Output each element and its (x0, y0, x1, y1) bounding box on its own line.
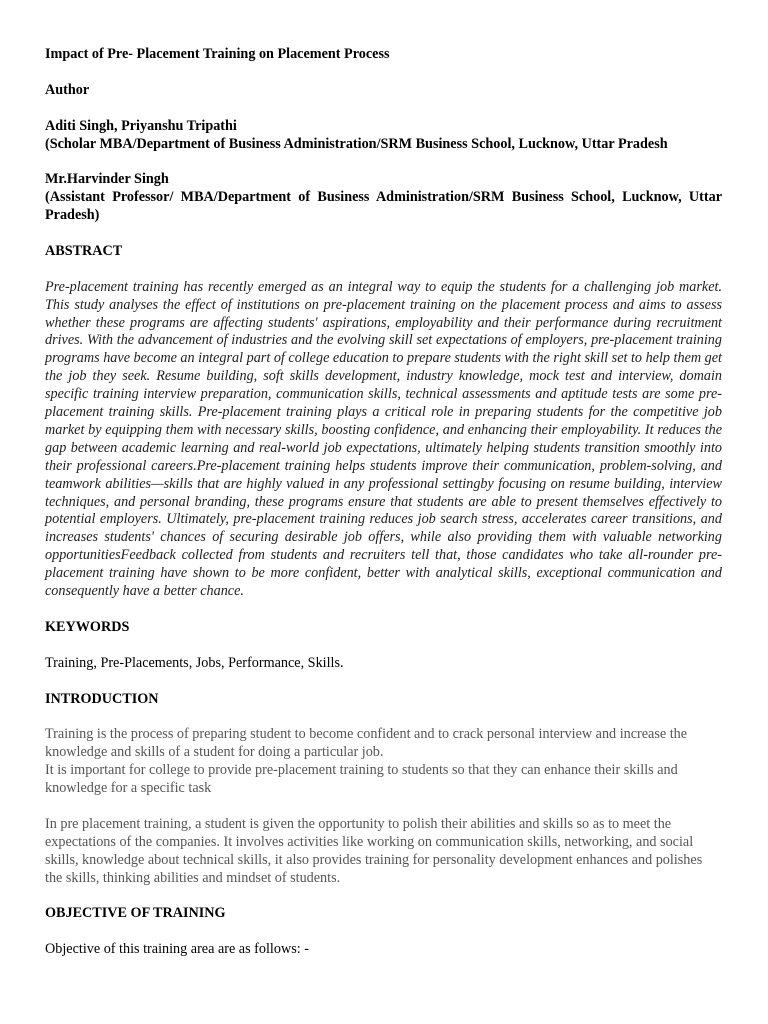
advisor-affiliation: (Assistant Professor/ MBA/Department of Business Administration/SRM Business School, Lucknow, Uttar Pradesh) (45, 189, 722, 224)
introduction-para1-line1: Training is the process of preparing student to become confident and to crack personal interview and increase the knowledge and skills of a student for doing a particular job. (45, 726, 688, 761)
advisor-name: Mr.Harvinder Singh (45, 171, 169, 188)
keywords-heading: KEYWORDS (45, 618, 130, 635)
abstract-text: Pre-placement training has recently emerged as an integral way to equip the students for a challenging job market. This study analyses the effect of institutions on pre-placement training on the placement process and aims to assess whether these programs are affecting students' aspirations, employability and their performance during recruitment drives. With the advancement of industries and the evolving skill set expectations of employers, pre-placement training programs have become an integral part of college education to prepare students with the right skill set to help them get the job they seek. Resume building, soft skills development, industry knowledge, mock test and interview, domain specific training interview preparation, communication skills, technical assessments and aptitude tests are some pre-placement training skills. Pre-placement training plays a critical role in preparing students for the competitive job market by equipping them with necessary skills, boosting confidence, and enhancing their employability. It reduces the gap between academic learning and real-world job expectations, ultimately helping students transition smoothly into their professional careers.Pre-placement training helps students improve their communication, problem-solving, and teamwork abilities—skills that are highly valued in any professional settingby focusing on resume building, interview techniques, and personal branding, these programs ensure that students are able to present themselves effectively to potential employers. Ultimately, pre-placement training reduces job search stress, accelerates career transitions, and increases students' chances of securing desirable job offers, while also providing them with valuable networking opportunitiesFeedback collected from students and recruiters tell that, those candidates who take all-rounder pre-placement training have shown to be more confident, better with analytical skills, exceptional communication and consequently have a better chance. (45, 278, 722, 600)
abstract-heading: ABSTRACT (45, 242, 123, 259)
document-page (45, 46, 722, 959)
author-affiliation: (Scholar MBA/Department of Business Administration/SRM Business School, Lucknow, Uttar Pradesh (45, 135, 668, 152)
introduction-para2: In pre placement training, a student is given the opportunity to polish their abilities and skills so as to meet the expectations of the companies. It involves activities like working on communication skills, networking, and social skills, knowledge about technical skills, it also provides training for personality development enhances and polishes the skills, thinking abilities and mindset of students. (45, 815, 703, 886)
author-heading: Author (45, 81, 90, 98)
introduction-para1-line2: It is important for college to provide pre-placement training to students so that they can enhance their skills and knowledge for a specific task (45, 762, 678, 797)
author-names: Aditi Singh, Priyanshu Tripathi (45, 117, 237, 134)
objective-text: Objective of this training area are as follows: - (45, 941, 309, 958)
introduction-heading: INTRODUCTION (45, 690, 159, 707)
paper-title: Impact of Pre- Placement Training on Placement Process (45, 46, 390, 62)
keywords-text: Training, Pre-Placements, Jobs, Performance, Skills. (45, 654, 344, 671)
objective-heading: OBJECTIVE OF TRAINING (45, 905, 226, 922)
